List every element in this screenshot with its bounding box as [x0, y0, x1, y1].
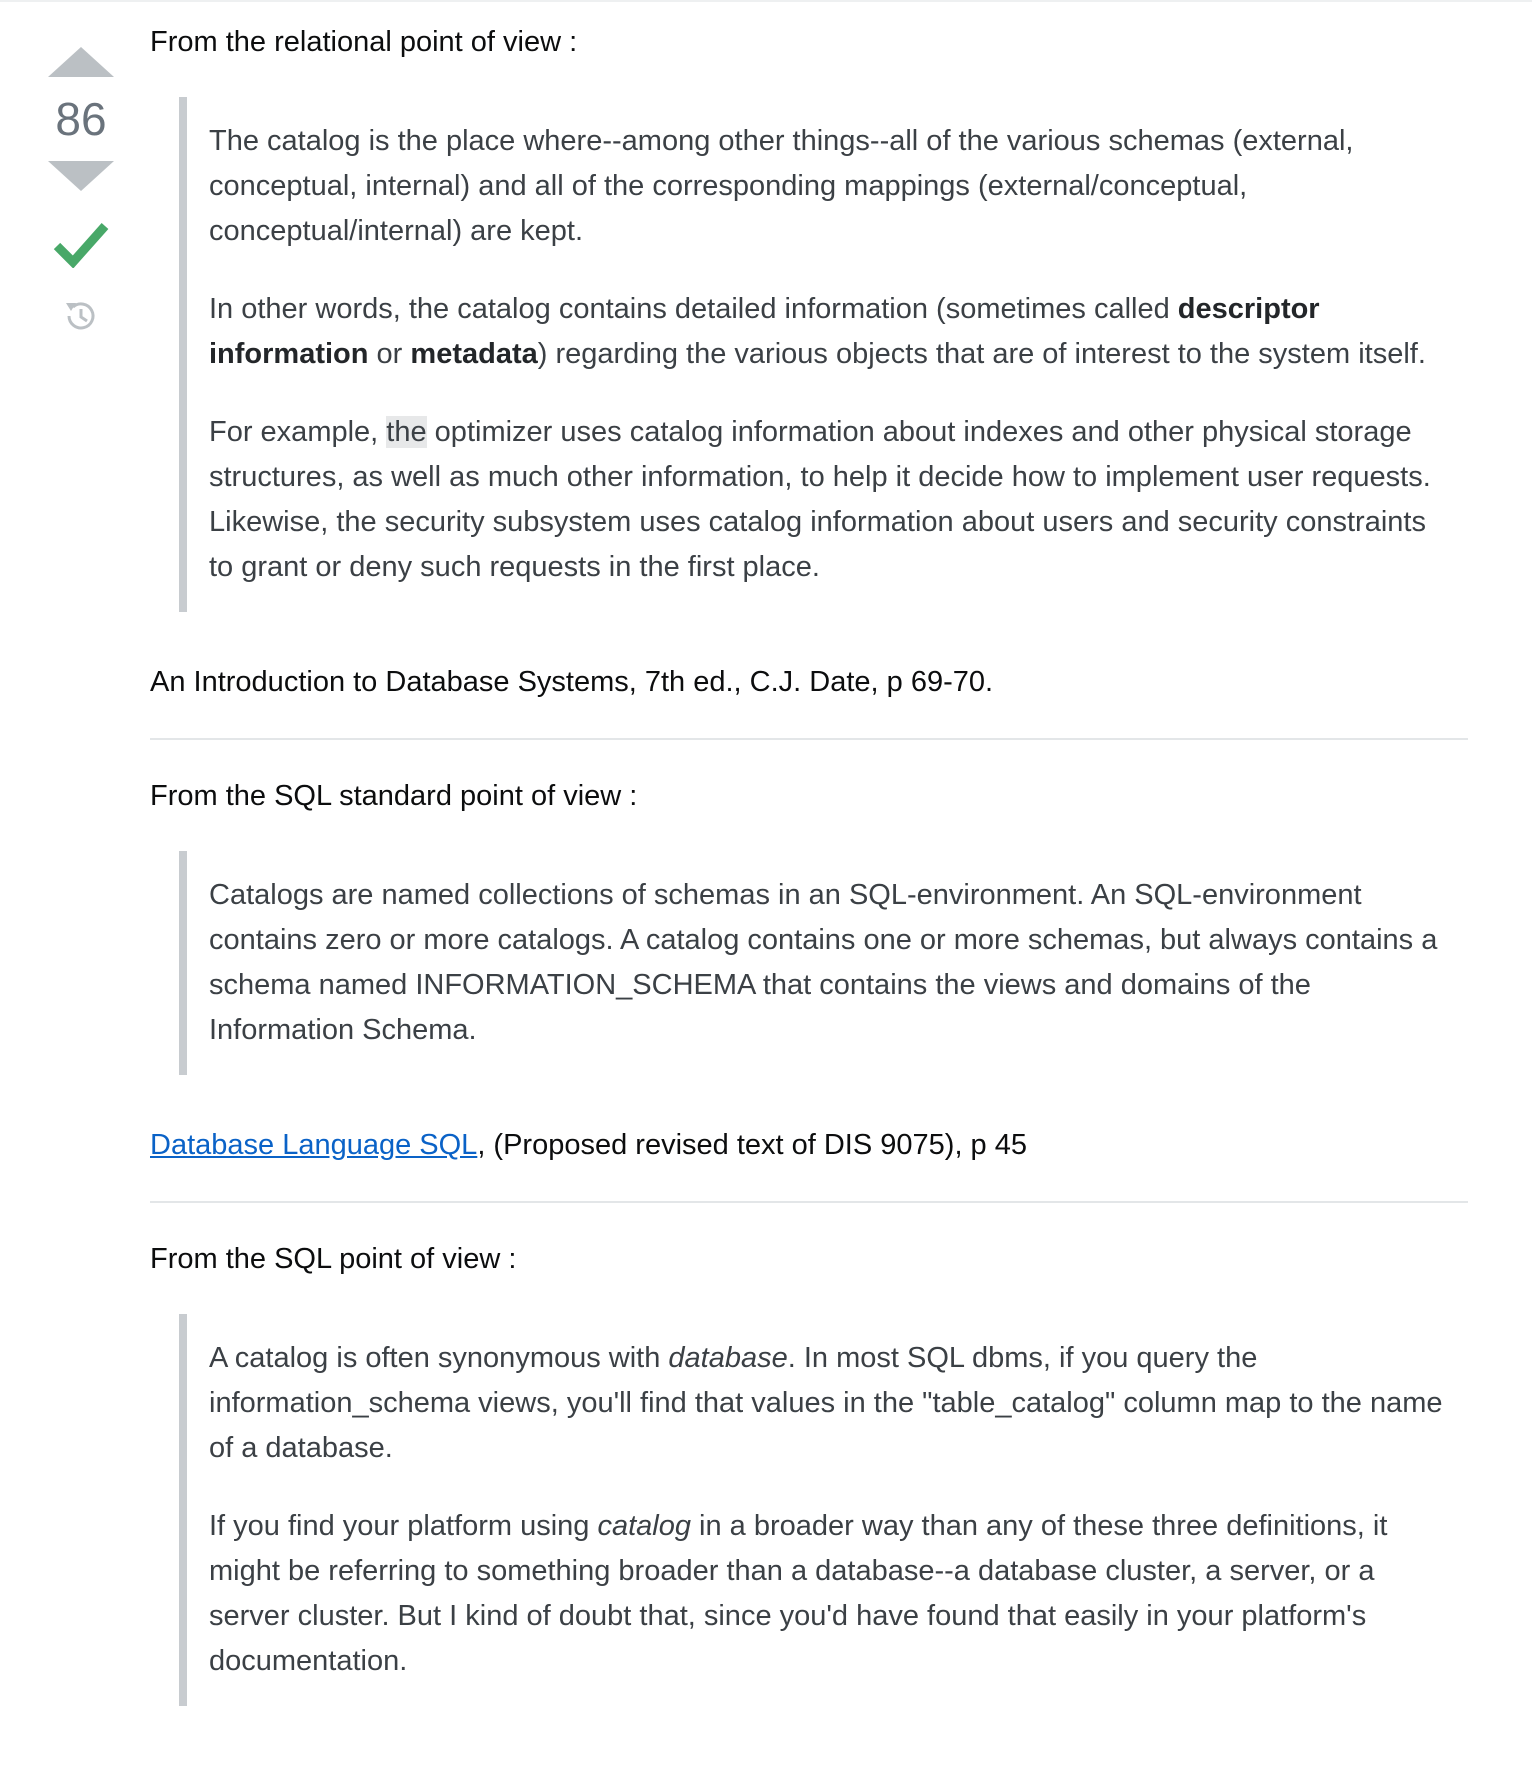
quote-paragraph	[209, 410, 1444, 590]
text-fragment: If you find your platform using	[209, 1510, 598, 1542]
quote-relational	[179, 97, 1468, 612]
quote-paragraph: The catalog is the place where--among other things--all of the various schemas (external, conceptual, internal) and all of the corresponding mappings (external/conceptual, conceptual/internal) are kept.	[209, 125, 1354, 247]
highlighted-word: the	[386, 416, 427, 448]
section-lead-sql-standard: From the SQL standard point of view :	[150, 780, 638, 812]
accepted-answer-check	[51, 214, 111, 274]
downvote-arrow-icon	[46, 159, 116, 193]
quote-paragraph	[209, 287, 1444, 377]
italic-term: catalog	[597, 1510, 691, 1542]
text-fragment: in a broader way than any of these three definitions, it might be referring to something broader than a database--a database cluster, a server, or a server cluster. But I kind of doubt that, since you'd have found that easily in your platform's documentation.	[209, 1510, 1388, 1677]
quote-paragraph	[209, 1336, 1444, 1471]
upvote-button[interactable]	[41, 40, 121, 84]
upvote-arrow-icon	[46, 45, 116, 79]
text-fragment: or	[368, 338, 411, 370]
vote-column	[32, 40, 130, 338]
text-fragment: optimizer uses catalog information about indexes and other physical storage structures, as well as much other information, to help it decide how to implement user requests. Likewise, the security subsystem uses catalog information about users and security constraints to grant or deny such requests in the first place.	[209, 416, 1431, 583]
italic-term: database	[668, 1342, 788, 1374]
section-lead-sql: From the SQL point of view :	[150, 1243, 517, 1275]
answer-body	[150, 20, 1468, 1754]
text-fragment: , (Proposed revised text of DIS 9075), p 45	[477, 1129, 1027, 1161]
quote-sql	[179, 1314, 1468, 1706]
text-fragment: For example,	[209, 416, 387, 448]
section-divider	[150, 738, 1468, 740]
text-fragment: In other words, the catalog contains detailed information (sometimes called	[209, 293, 1178, 325]
source-citation	[150, 1123, 1468, 1168]
text-fragment: ) regarding the various objects that are of interest to the system itself.	[537, 338, 1426, 370]
quote-paragraph: Catalogs are named collections of schemas in an SQL-environment. An SQL-environment contains zero or more catalogs. A catalog contains one or more schemas, but always contains a schema named INFORMATION_SCHEMA that contains the views and domains of the Information Schema.	[209, 879, 1438, 1046]
top-border	[0, 0, 1532, 2]
section-divider	[150, 1201, 1468, 1203]
bold-term: metadata	[410, 338, 538, 370]
section-lead-relational: From the relational point of view :	[150, 26, 578, 58]
source-citation: An Introduction to Database Systems, 7th ed., C.J. Date, p 69-70.	[150, 666, 994, 698]
downvote-button[interactable]	[41, 154, 121, 198]
history-icon	[62, 297, 100, 335]
source-link[interactable]: Database Language SQL	[150, 1129, 478, 1161]
checkmark-icon	[53, 220, 109, 268]
quote-paragraph	[209, 1504, 1444, 1684]
text-fragment: . In most SQL dbms, if you query the information_schema views, you'll find that values in the "table_catalog" column map to the name of a database.	[209, 1342, 1443, 1464]
bold-term: descriptor information	[209, 293, 1320, 370]
vote-count: 86	[55, 93, 107, 145]
history-button[interactable]	[59, 294, 103, 338]
quote-sql-standard	[179, 851, 1468, 1075]
text-fragment: A catalog is often synonymous with	[209, 1342, 669, 1374]
